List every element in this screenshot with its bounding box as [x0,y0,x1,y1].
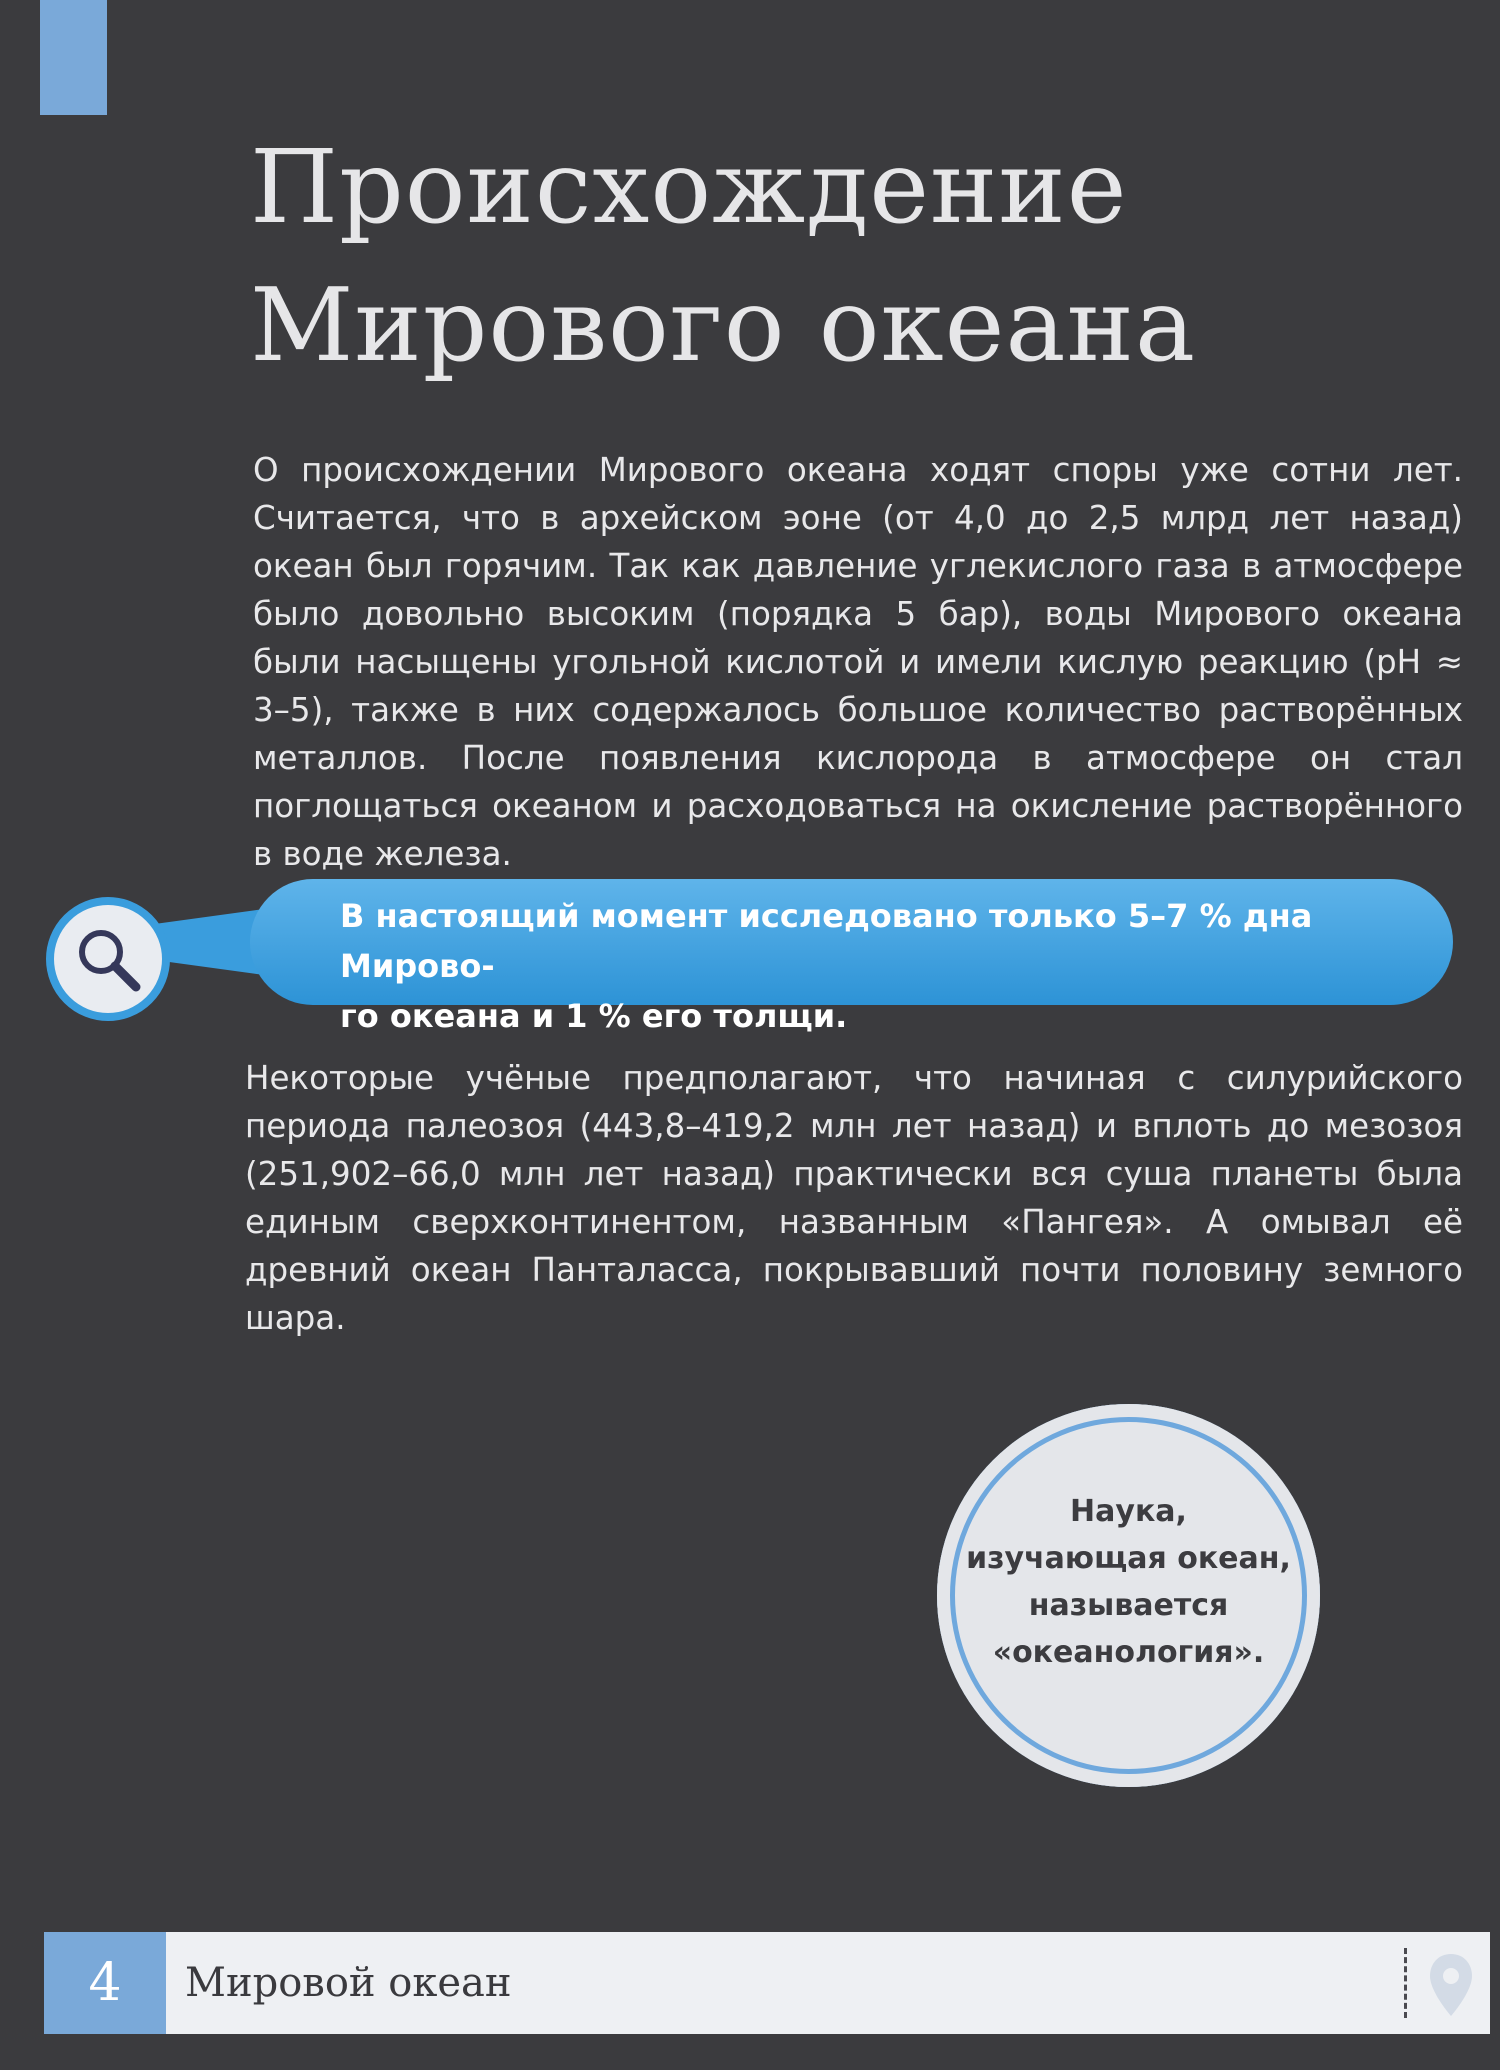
info-line-2: изучающая океан, [966,1541,1291,1576]
fact-text-line-2: го океана и 1 % его толщи. [340,997,848,1035]
corner-accent-tab [40,0,107,115]
footer-section-label: Мировой океан [185,1960,512,2006]
paragraph-origin: О происхождении Мирового океана ходят споры уже сотни лет. Считается, что в архейском эоне (от 4,0 до 2,5 млрд лет назад) океан был горячим. Так как давление углекислого газа в атмосфере было довольно высоким (порядка 5 бар), воды Мирового океана были насыщены угольной кислотой и имели кислую реакцию (pH ≈ 3–5), также в них содержалось большое количество растворённых металлов. После появления кислорода в атмосфере он стал поглощаться океаном и расходоваться на окисление растворённого в воде железа. [253,451,1463,873]
paragraph-pangea: Некоторые учёные предполагают, что начиная с силурийского периода палеозоя (443,8–419,2 млн лет назад) и вплоть до мезозоя (251,902–66,0 млн лет назад) практически вся суша планеты была единым сверхконтинентом, названным «Пангея». А омывал её древний океан Панталасса, покрывавший почти половину земного шара. [245,1059,1463,1337]
fact-text-line-1: В настоящий момент исследовано только 5–7 % дна Мирово- [340,897,1313,985]
page-title [250,118,1430,394]
magnifier-icon [74,925,142,993]
info-line-4: «океанология». [992,1635,1265,1670]
fact-text [340,891,1400,1041]
title-line-2: Мирового океана [250,266,1197,384]
footer-divider [1404,1948,1407,2018]
info-line-3: называется [1028,1588,1229,1623]
page-number: 4 [44,1932,166,2034]
info-circle-text [937,1488,1320,1676]
map-pin-icon [1427,1952,1475,2018]
info-line-1: Наука, [1070,1494,1187,1529]
magnifier-badge [46,897,170,1021]
title-line-1: Происхождение [250,128,1128,246]
